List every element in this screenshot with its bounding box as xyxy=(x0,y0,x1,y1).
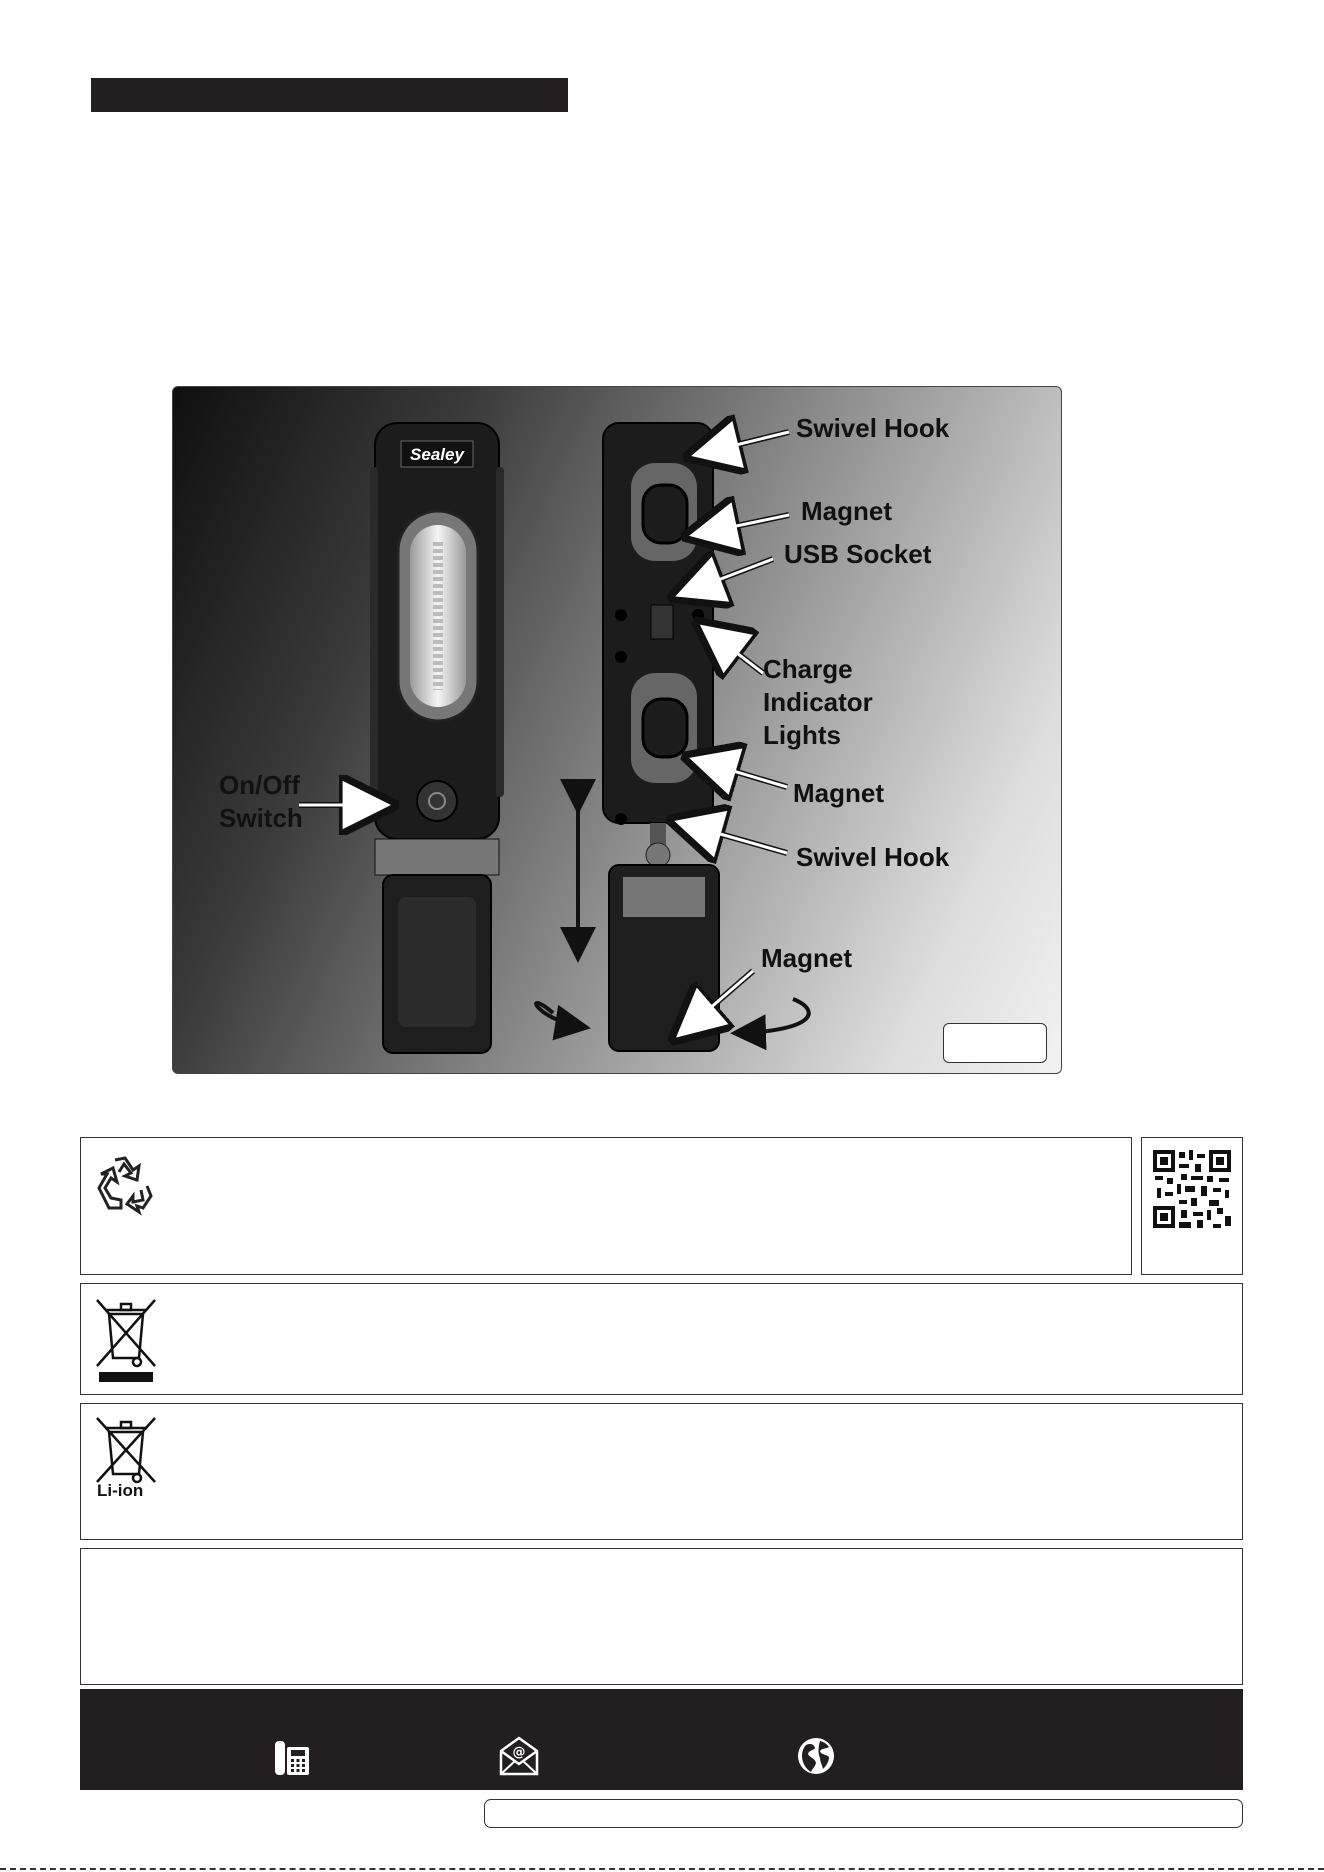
figure-number-box xyxy=(943,1023,1047,1063)
recycle-icon xyxy=(93,1152,157,1216)
recycling-notice xyxy=(80,1137,1132,1275)
globe-icon xyxy=(796,1736,836,1776)
callout-magnet-top: Magnet xyxy=(801,496,892,526)
footer-info-pill xyxy=(484,1799,1243,1828)
page-bottom-rule xyxy=(0,1868,1324,1870)
svg-text:@: @ xyxy=(512,1745,526,1760)
qr-code-icon xyxy=(1151,1148,1233,1230)
callout-on-off-switch: On/Off Switch xyxy=(219,770,303,833)
callout-magnet-bottom: Magnet xyxy=(761,943,852,973)
battery-type-label: Li-ion xyxy=(97,1481,144,1500)
section-header-bar xyxy=(91,78,568,112)
email-icon xyxy=(498,1735,540,1777)
qr-code-box xyxy=(1141,1137,1243,1275)
lamp-front-view xyxy=(370,423,504,1053)
product-figure xyxy=(172,386,1062,1074)
weee-notice xyxy=(80,1283,1243,1395)
callout-usb-socket: USB Socket xyxy=(784,539,932,569)
lamp-rear-view xyxy=(603,423,719,1051)
callout-swivel-hook-top: Swivel Hook xyxy=(796,413,950,443)
phone-icon xyxy=(271,1737,313,1779)
product-illustration xyxy=(173,387,1062,1074)
crossed-bin-icon xyxy=(93,1296,159,1382)
contact-footer-bar xyxy=(80,1689,1243,1790)
callout-swivel-hook-bottom: Swivel Hook xyxy=(796,842,950,872)
battery-disposal-notice xyxy=(80,1403,1243,1540)
callout-magnet-middle: Magnet xyxy=(793,778,884,808)
info-notice-box xyxy=(80,1548,1243,1685)
crossed-bin-battery-icon xyxy=(93,1416,159,1484)
sealey-logo-text: Sealey xyxy=(410,445,464,464)
callout-charge-indicator-lights: Charge Indicator Lights xyxy=(763,654,873,750)
